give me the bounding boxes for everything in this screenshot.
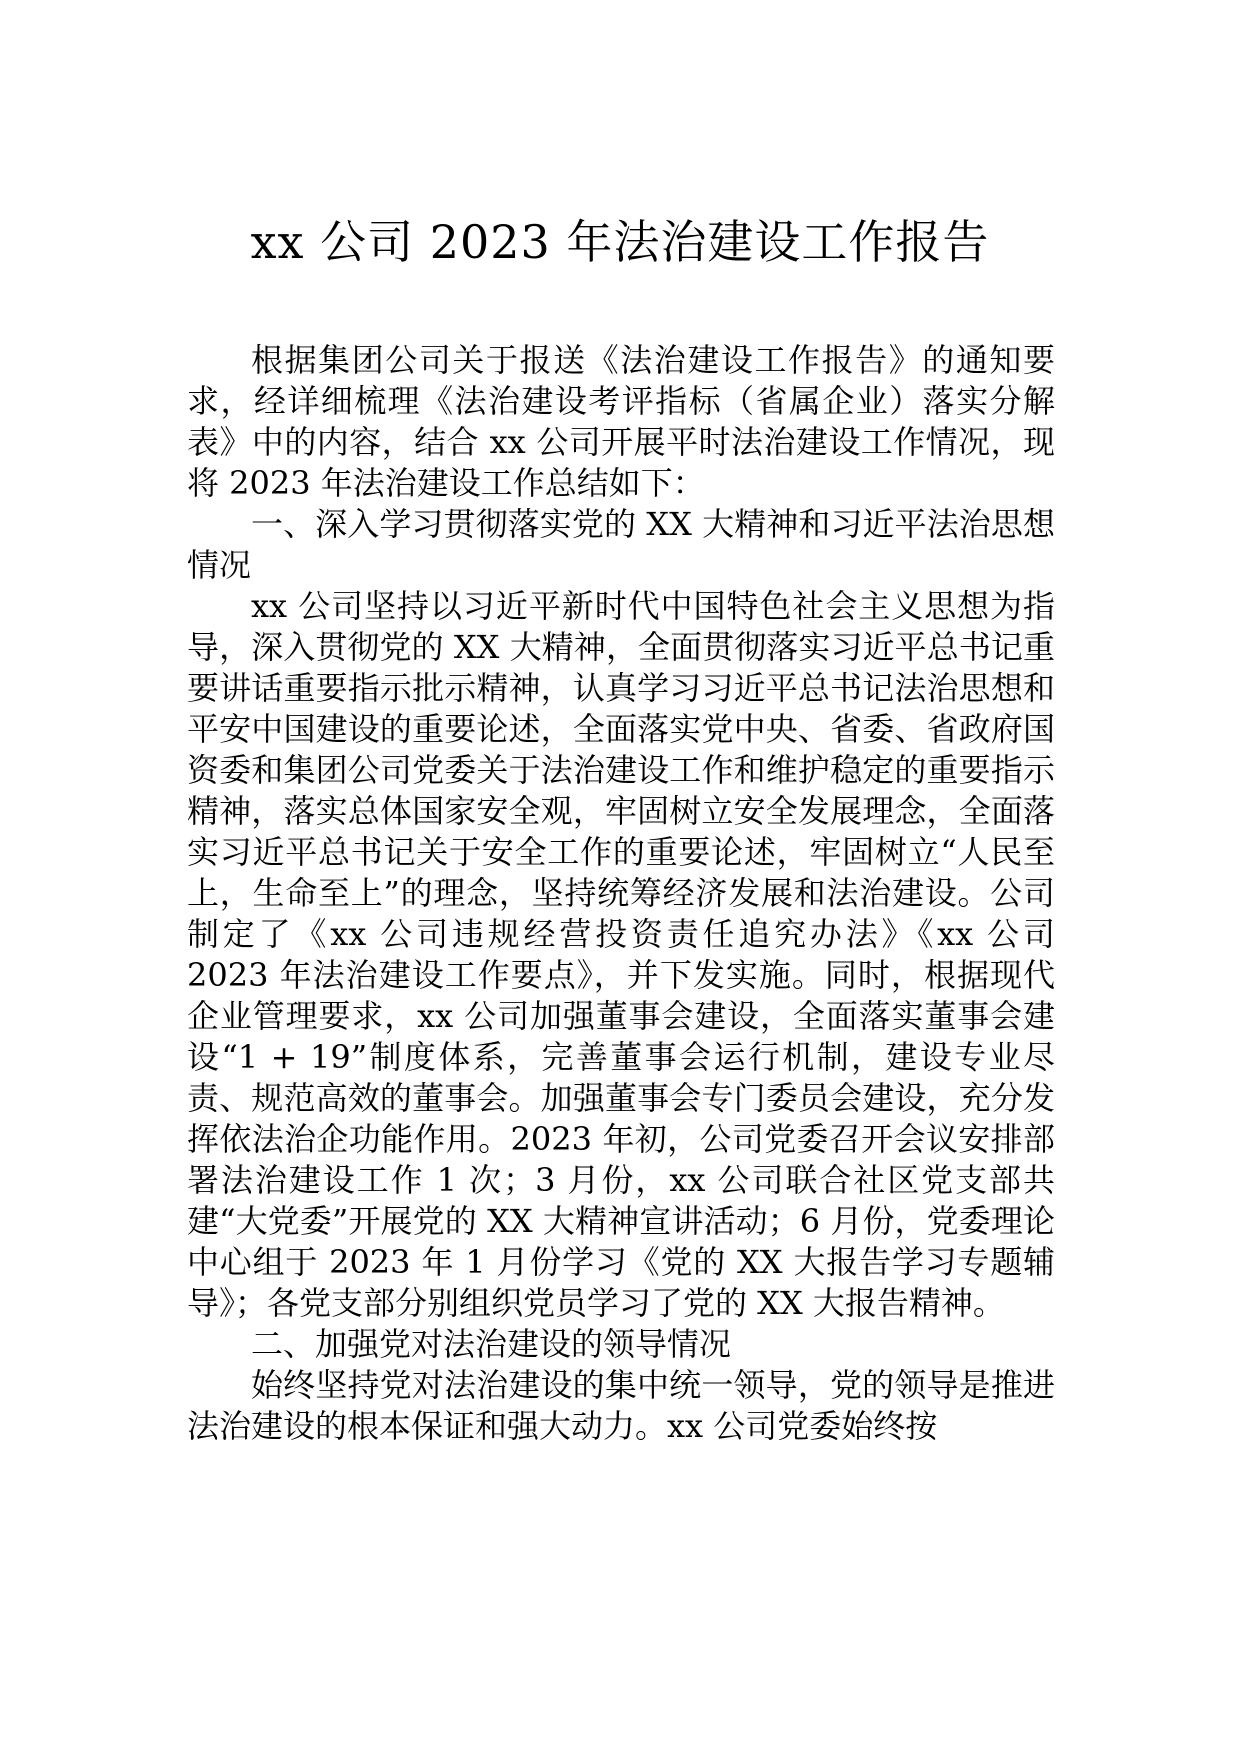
paragraph-section-1: xx 公司坚持以习近平新时代中国特色社会主义思想为指导，深入贯彻党的 XX 大精神，全面贯彻落实习近平总书记重要讲话重要指示批示精神，认真学习习近平总书记法治思想和平安中国建设的重要论述，全面落实党中央、省委、省政府国资委和集团公司党委关于法治建设工作和维护稳定的重要指示精神，落实总体国家安全观，牢固树立安全发展理念，全面落实习近平总书记关于安全工作的重要论述，牢固树立“人民至上，生命至上”的理念，坚持统筹经济发展和法治建设。公司制定了《xx 公司违规经营投资责任追究办法》《xx 公司 2023 年法治建设工作要点》，并下发实施。同时，根据现代企业管理要求，xx 公司加强董事会建设，全面落实董事会建设“1 + 19”制度体系，完善董事会运行机制，建设专业尽责、规范高效的董事会。加强董事会专门委员会建设，充分发挥依法治企功能作用。2023 年初，公司党委召开会议安排部署法治建设工作 1 次；3 月份，xx 公司联合社区党支部共建“大党委”开展党的 XX 大精神宣讲活动；6 月份，党委理论中心组于 2023 年 1 月份学习《党的 XX 大报告学习专题辅导》；各党支部分别组织党员学习了党的 XX 大报告精神。 bbox=[187, 587, 1055, 1322]
document-title: xx 公司 2023 年法治建设工作报告 bbox=[250, 215, 990, 269]
document-body bbox=[187, 340, 1055, 1447]
paragraph-section-2: 始终坚持党对法治建设的集中统一领导，党的领导是推进法治建设的根本保证和强大动力。xx 公司党委始终按 bbox=[187, 1366, 1055, 1445]
section-heading-1: 一、深入学习贯彻落实党的 XX 大精神和习近平法治思想情况 bbox=[187, 505, 1055, 584]
section-heading-2: 二、加强党对法治建设的领导情况 bbox=[251, 1325, 732, 1363]
paragraph-intro: 根据集团公司关于报送《法治建设工作报告》的通知要求，经详细梳理《法治建设考评指标（省属企业）落实分解表》中的内容，结合 xx 公司开展平时法治建设工作情况，现将 2023 年法治建设工作总结如下： bbox=[187, 341, 1055, 502]
